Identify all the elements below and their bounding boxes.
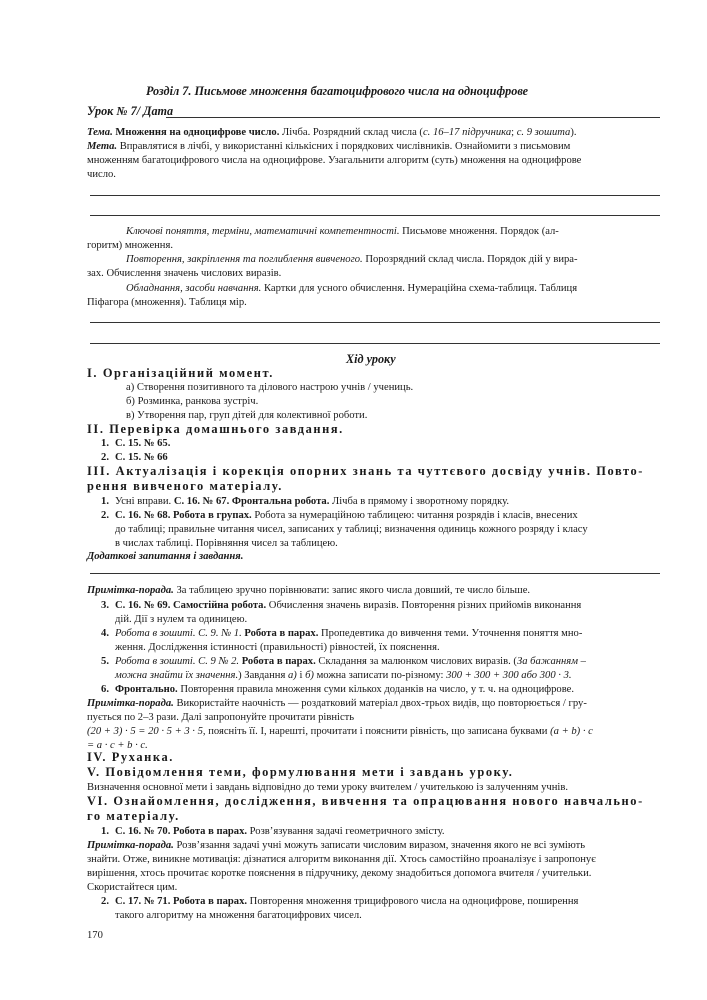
item-number: 3.	[101, 600, 109, 611]
equipment-text1: Картки для усного обчислення. Нумераційна схема-таблиця. Таблиця	[263, 283, 578, 294]
item-number: 2.	[101, 896, 109, 907]
item-text: можна записати по-різному:	[313, 670, 447, 681]
blank-line	[90, 215, 660, 216]
item-italic: а)	[288, 670, 297, 681]
blank-line	[90, 343, 660, 344]
repetition-line1	[126, 253, 578, 266]
item-text: Розв’язування задачі геометричного змісту.	[247, 826, 445, 837]
section-1-item-c: в) Утворення пар, груп дітей для колективної роботи.	[126, 410, 368, 421]
section-5-text: Визначення основної мети і завдань відповідно до теми уроку вчителем / учителькою із залученням учнів.	[87, 782, 569, 793]
blank-line	[90, 195, 660, 196]
page-number: 170	[87, 930, 103, 941]
concepts-text1: Письмове множення. Порядок (ал-	[402, 226, 559, 237]
item-bold: С. 16. № 68. Робота в групах.	[115, 510, 252, 521]
homework-item	[87, 437, 170, 450]
s3-item-4-line2: ження. Дослідження істинності (правильності) рівностей, їх пояснення.	[115, 642, 440, 653]
s3-item-3	[87, 599, 581, 612]
item-text: Робота за нумераційною таблицею: читання розрядів і класів, внесених	[251, 510, 578, 521]
section-5-title: V. Повідомлення теми, формулювання мети і завдань уроку.	[87, 765, 514, 779]
topic-sep: ;	[511, 127, 517, 138]
item-italic: можна знайти їх значення.	[115, 670, 239, 681]
goal-line3: число.	[87, 169, 116, 180]
item-text: Повторення правила множення суми кількох доданків на число, у т. ч. на одноцифрове.	[177, 684, 574, 695]
item-bold: Робота в парах.	[241, 628, 319, 639]
formula: (a + b) · c	[550, 726, 593, 737]
item-text: Лічба в прямому і зворотному порядку.	[329, 496, 510, 507]
blank-line	[90, 573, 660, 574]
item-text: і	[296, 670, 306, 681]
equipment-line2: Піфагора (множення). Таблиця мір.	[87, 297, 247, 308]
section-1-item-a: а) Створення позитивного та ділового настрою учнів / учениць.	[126, 382, 414, 393]
concepts-label: Ключові поняття, терміни, математичні компетентності.	[126, 226, 400, 237]
topic-title: Множення на одноцифрове число.	[115, 127, 280, 138]
s3-item-2-line2: до таблиці; правильне читання чисел, записаних у таблиці; визначення одиниць кожного розряду і класу	[115, 524, 588, 535]
homework-item-text: С. 15. № 65.	[115, 438, 171, 449]
topic-ref-textbook: с. 16–17 підручника	[422, 127, 512, 138]
s6-item-2	[87, 895, 578, 908]
blank-line	[90, 322, 660, 323]
repetition-label: Повторення, закріплення та поглиблення вивченого.	[126, 254, 363, 265]
item-italic: За бажанням –	[516, 656, 586, 667]
s3-item-1	[87, 495, 509, 508]
homework-item	[87, 451, 168, 464]
item-italic: Робота в зошиті. С. 9. № 1.	[115, 628, 242, 639]
section-6-title-line2: го матеріалу.	[87, 809, 180, 823]
item-text: Повторення множення трицифрового числа на одноцифрове, поширення	[247, 896, 579, 907]
section-6-title-line1: VI. Ознайомлення, дослідження, вивчення та опрацювання нового навчально-	[87, 794, 644, 808]
chapter-title: Розділ 7. Письмове множення багатоцифрового числа на одноцифрове	[146, 84, 529, 98]
repetition-line2: зах. Обчислення значень числових виразів.	[87, 268, 282, 279]
course-title: Хід уроку	[346, 352, 396, 366]
topic-ref-notebook: с. 9 зошита	[516, 127, 571, 138]
item-text: ) Завдання	[238, 670, 288, 681]
item-italic: 300 + 300 + 300 або 300 · 3.	[446, 670, 572, 681]
item-bold: С. 16. № 67. Фронтальна робота.	[173, 496, 330, 507]
item-bold: Фронтально.	[115, 684, 178, 695]
section-1-title: I. Організаційний момент.	[87, 366, 274, 380]
item-number: 5.	[101, 656, 109, 667]
item-number: 1.	[101, 496, 109, 507]
formula: (20 + 3) · 5 = 20 · 5 + 3 · 5,	[87, 726, 206, 737]
s3-item-5	[87, 655, 586, 668]
s6-note-line1	[87, 839, 585, 852]
note-text: За таблицею зручно порівнювати: запис якого числа довший, те число більше.	[173, 585, 531, 596]
concepts-line1	[126, 225, 559, 238]
lesson-label: Урок № 7/ Дата	[87, 104, 174, 118]
item-italic: б)	[305, 670, 314, 681]
s6-item-2-line2: такого алгоритму на множення багатоцифрових чисел.	[115, 910, 362, 921]
section-1-item-b: б) Розминка, ранкова зустріч.	[126, 396, 259, 407]
item-italic: Робота в зошиті. С. 9 № 2.	[115, 656, 240, 667]
note-2-line1	[87, 697, 587, 710]
note-text: Розв’язання задачі учні можуть записати числовим виразом, значення якого не всі зуміють	[173, 840, 586, 851]
equipment-label: Обладнання, засоби навчання.	[126, 283, 262, 294]
item-text: Складання за малюнком числових виразів. (	[315, 656, 517, 667]
item-number: 2.	[101, 510, 109, 521]
item-number: 1.	[101, 438, 109, 449]
goal-label: Мета.	[87, 141, 118, 152]
item-bold: С. 16. № 70. Робота в парах.	[115, 826, 248, 837]
repetition-text1: Порозрядний склад числа. Порядок дій у вира-	[365, 254, 578, 265]
s3-item-3-line2: дій. Дії з нулем та одиницею.	[115, 614, 248, 625]
note-label: Примітка-порада.	[87, 840, 174, 851]
s3-item-2-line3: в числах таблиці. Порівняння чисел за таблицею.	[115, 538, 338, 549]
item-number: 6.	[101, 684, 109, 695]
note-label: Примітка-порада.	[87, 585, 174, 596]
topic-close: ).	[570, 127, 577, 138]
section-2-title: II. Перевірка домашнього завдання.	[87, 422, 344, 436]
goal-text1: Вправлятися в лічбі, у використанні кількісних і порядкових числівників. Ознайомити з письмовим	[119, 141, 571, 152]
s3-item-6	[87, 683, 574, 696]
goal-line2: множенням багатоцифрового числа на одноцифрове. Узагальнити алгоритм (суть) множення на одноцифрове	[87, 155, 582, 166]
item-text: Пропедевтика до вивчення теми. Уточнення поняття мно-	[318, 628, 583, 639]
equipment-line1	[126, 282, 577, 295]
s3-item-2	[87, 509, 578, 522]
item-bold: С. 17. № 71. Робота в парах.	[115, 896, 248, 907]
date-line	[166, 117, 660, 118]
item-pre: Усні вправи.	[115, 496, 174, 507]
homework-item-text: С. 15. № 66	[115, 452, 168, 463]
section-3-title-line2: рення вивченого матеріалу.	[87, 479, 284, 493]
item-bold: Робота в парах.	[239, 656, 316, 667]
section-4-title: IV. Руханка.	[87, 750, 174, 764]
extra-questions: Додаткові запитання і завдання.	[87, 551, 244, 562]
note-text: Використайте наочність — роздатковий матеріал двох-трьох видів, що повторюється / гру-	[173, 698, 587, 709]
note-2-line3	[87, 725, 593, 738]
concepts-line2: горитм) множення.	[87, 240, 174, 251]
item-number: 4.	[101, 628, 109, 639]
item-text: Обчислення значень виразів. Повторення різних прийомів виконання	[266, 600, 582, 611]
item-number: 2.	[101, 452, 109, 463]
item-number: 1.	[101, 826, 109, 837]
note-2-line2: пується по 2–3 рази. Далі запропонуйте прочитати рівність	[87, 712, 355, 723]
note-text: поясніть її. І, нарешті, прочитати і пояснити рівність, що записана буквами	[205, 726, 551, 737]
note-1	[87, 584, 530, 597]
note-label: Примітка-порада.	[87, 698, 174, 709]
s6-note-line2: знайти. Отже, виникне мотивація: дізнатися алгоритм виконання дії. Хтось самостійно проаналізує і запропонує	[87, 854, 596, 865]
s3-item-5-line2	[115, 669, 572, 682]
topic-text: Лічба. Розрядний склад числа (	[282, 127, 423, 138]
topic-line	[87, 126, 577, 139]
s3-item-4	[87, 627, 582, 640]
s6-note-line4: Скористайтеся цим.	[87, 882, 178, 893]
topic-label: Тема.	[87, 127, 113, 138]
s6-item-1	[87, 825, 445, 838]
item-bold: С. 16. № 69. Самостійна робота.	[115, 600, 267, 611]
s6-note-line3: вирішення, хтось прочитає коротке пояснення в підручнику, декому знадобиться допомога вчителя / учительки.	[87, 868, 592, 879]
section-3-title-line1: III. Актуалізація і корекція опорних знань та чуттєвого досвіду учнів. Повто-	[87, 464, 644, 478]
goal-line1	[87, 140, 570, 153]
note-2-line4: = a · c + b · c.	[87, 740, 148, 751]
